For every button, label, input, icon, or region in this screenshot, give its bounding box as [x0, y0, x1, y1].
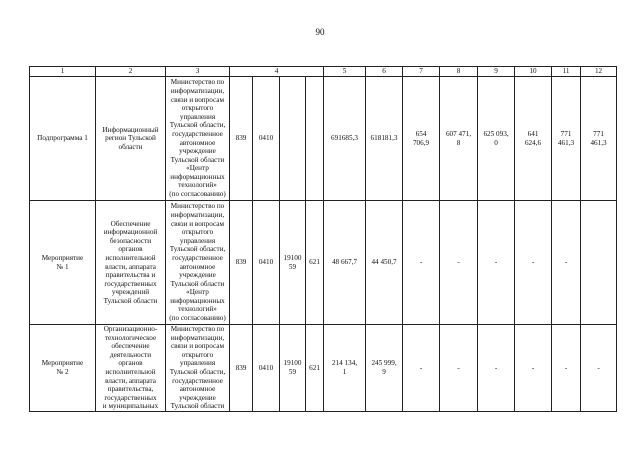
value-col-10: -	[515, 201, 552, 325]
row-executor: Министерство по информатизации, связи и вопросам открытого управления Тульской области, государственное автономное учреждение Тульской области «Центр информационных технологий» (по согласованию)	[166, 77, 230, 201]
value-col-5: 48 667,7	[324, 201, 366, 325]
header-cell-6: 6	[366, 67, 403, 77]
value-col-9: -	[478, 201, 515, 325]
row-title: Мероприятие № 1	[30, 201, 96, 325]
row-description: Обеспечение информационной безопасности органов исполнительной власти, аппарата правительства и государственных учреждений Тульской области	[96, 201, 166, 325]
value-col-6: 44 450,7	[366, 201, 403, 325]
row-description: Организационно- технологическое обеспечение деятельности органов исполнительной власти, аппарата правительства, государственных и муниципальных	[96, 325, 166, 412]
budget-table	[29, 66, 617, 412]
code-grbs: 839	[230, 325, 253, 412]
table-row	[30, 325, 617, 412]
value-col-12: -	[581, 325, 617, 412]
code-target	[280, 77, 306, 201]
value-col-5: 691685,3	[324, 77, 366, 201]
value-col-6: 245 999, 9	[366, 325, 403, 412]
table-row	[30, 77, 617, 201]
header-cell-11: 11	[552, 67, 581, 77]
value-col-11: -	[552, 325, 581, 412]
value-col-7: 654 706,9	[403, 77, 440, 201]
code-type: 621	[306, 325, 324, 412]
code-type	[306, 77, 324, 201]
value-col-8: -	[440, 201, 478, 325]
header-cell-4: 4	[230, 67, 324, 77]
page-number: 90	[315, 27, 325, 37]
value-col-9: 625 093, 0	[478, 77, 515, 201]
code-type: 621	[306, 201, 324, 325]
value-col-8: -	[440, 325, 478, 412]
value-col-12	[581, 201, 617, 325]
value-col-6: 618181,3	[366, 77, 403, 201]
code-section: 0410	[253, 77, 280, 201]
header-cell-12: 12	[581, 67, 617, 77]
code-section: 0410	[253, 325, 280, 412]
value-col-7: -	[403, 201, 440, 325]
header-row	[30, 67, 617, 77]
code-section: 0410	[253, 201, 280, 325]
table-row	[30, 201, 617, 325]
value-col-9: -	[478, 325, 515, 412]
code-target: 19100 59	[280, 325, 306, 412]
header-cell-9: 9	[478, 67, 515, 77]
header-cell-1: 1	[30, 67, 96, 77]
row-title: Подпрограмма 1	[30, 77, 96, 201]
value-col-8: 607 471, 8	[440, 77, 478, 201]
value-col-10: -	[515, 325, 552, 412]
code-grbs: 839	[230, 77, 253, 201]
value-col-10: 641 624,6	[515, 77, 552, 201]
code-target: 19100 59	[280, 201, 306, 325]
row-title: Мероприятие № 2	[30, 325, 96, 412]
value-col-5: 214 134, 1	[324, 325, 366, 412]
header-cell-2: 2	[96, 67, 166, 77]
row-executor: Министерство по информатизации, связи и вопросам открытого управления Тульской области, государственное автономное учреждение Тульской области	[166, 325, 230, 412]
code-grbs: 839	[230, 201, 253, 325]
value-col-7: -	[403, 325, 440, 412]
header-cell-8: 8	[440, 67, 478, 77]
header-cell-10: 10	[515, 67, 552, 77]
value-col-11: -	[552, 201, 581, 325]
header-cell-7: 7	[403, 67, 440, 77]
value-col-12: 771 461,3	[581, 77, 617, 201]
value-col-11: 771 461,3	[552, 77, 581, 201]
header-cell-3: 3	[166, 67, 230, 77]
row-description: Информационный регион Тульской области	[96, 77, 166, 201]
row-executor: Министерство по информатизации, связи и вопросам открытого управления Тульской области, государственное автономное учреждение Тульской области «Центр информационных технологий» (по согласованию)	[166, 201, 230, 325]
header-cell-5: 5	[324, 67, 366, 77]
